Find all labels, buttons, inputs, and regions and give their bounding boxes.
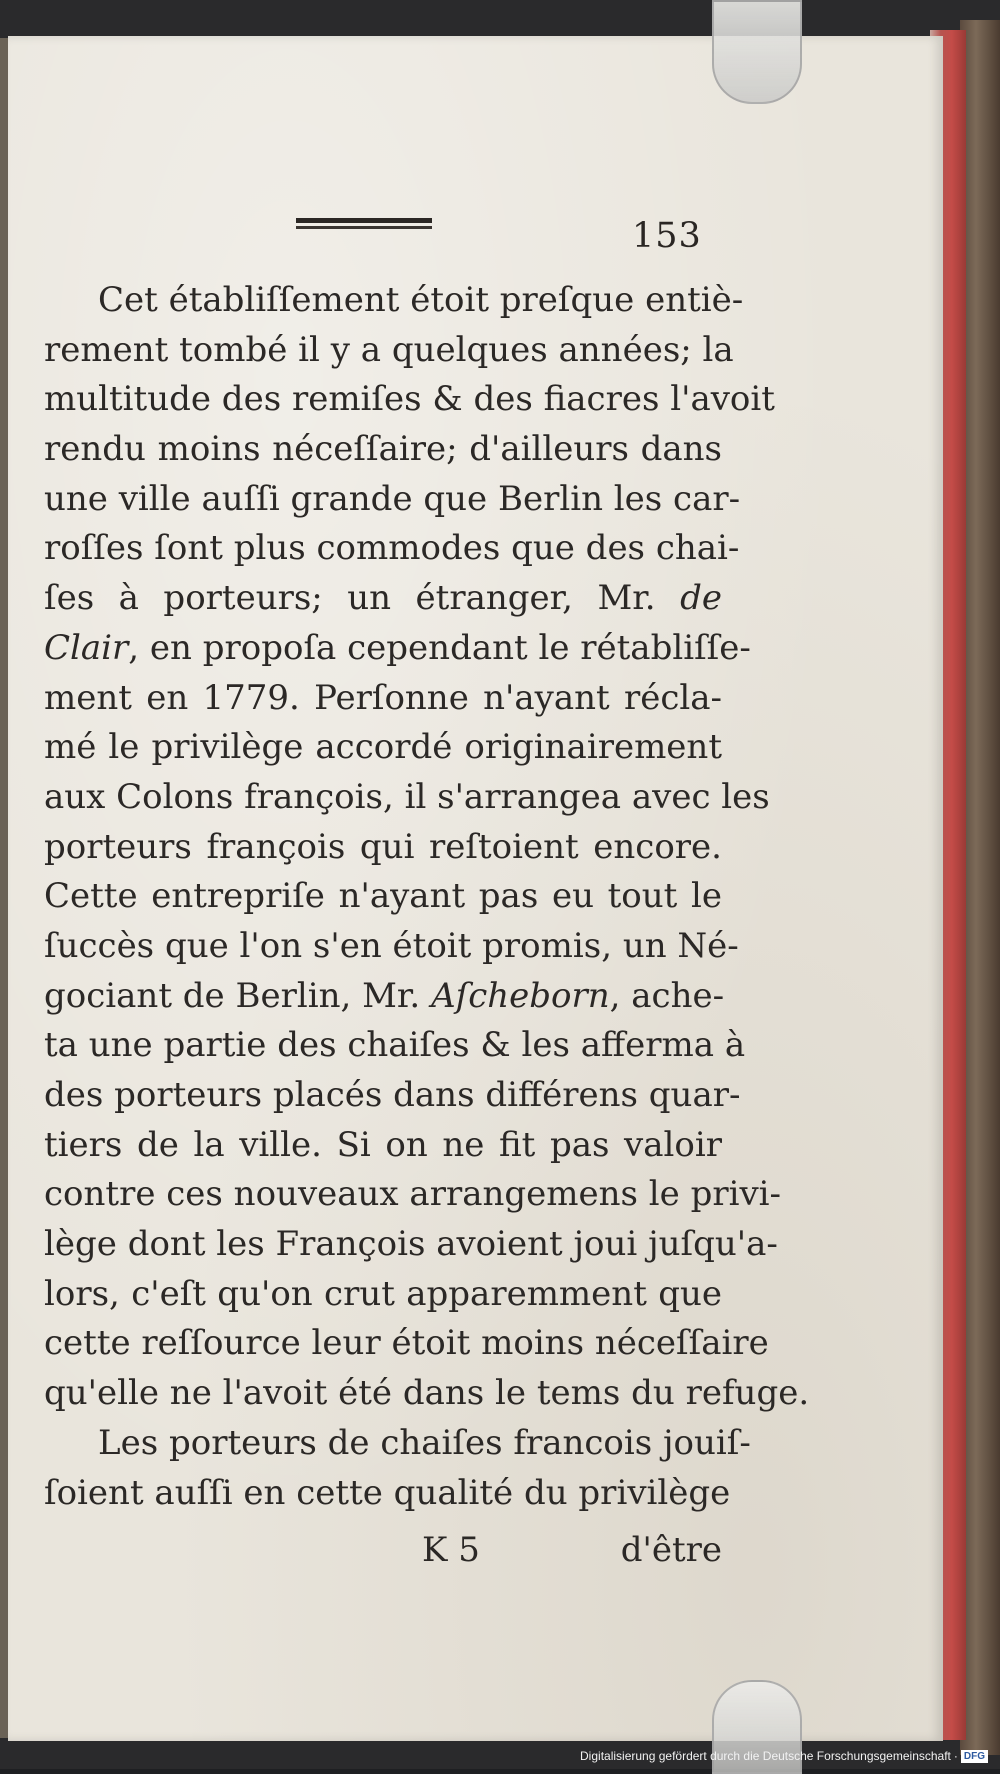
text-line: Cette entrepriſe n'ayant pas eu tout le bbox=[44, 876, 722, 917]
text-line: Clair, en propoſa cependant le rétabliſſe- bbox=[44, 627, 751, 668]
text-line: aux Colons françois, il s'arrangea avec les bbox=[44, 776, 770, 817]
text-line: tiers de la ville. Si on ne fit pas valoir bbox=[44, 1124, 722, 1165]
text-line: multitude des remiſes & des fiacres l'avoit bbox=[44, 379, 775, 420]
book-cover-edge bbox=[960, 20, 1000, 1755]
page-clip-top bbox=[712, 0, 802, 104]
italic-name: Aſcheborn bbox=[431, 975, 610, 1016]
header-rule-thick bbox=[296, 218, 432, 223]
text-line: porteurs françois qui reſtoient encore. bbox=[44, 826, 722, 867]
text-line: cette reſſource leur étoit moins néceſſaire bbox=[44, 1323, 769, 1364]
text-line: Les porteurs de chaiſes francois jouiſ- bbox=[98, 1422, 751, 1463]
italic-name: de bbox=[680, 578, 722, 619]
book-page bbox=[8, 36, 943, 1741]
text-line: mé le privilège accordé originairement bbox=[44, 727, 722, 768]
text-line: ment en 1779. Perſonne n'ayant récla- bbox=[44, 677, 722, 718]
text-line: ſuccès que l'on s'en étoit promis, un Né- bbox=[44, 925, 739, 966]
header-rule bbox=[296, 218, 432, 232]
header-rule-thin bbox=[296, 226, 432, 229]
text-line: ta une partie des chaiſes & les afferma à bbox=[44, 1025, 746, 1066]
text-line: rement tombé il y a quelques années; la bbox=[44, 329, 734, 370]
text-line: Cet établiſſement étoit preſque entiè- bbox=[98, 280, 744, 320]
text-line: ſoient auſſi en cette qualité du privilège bbox=[44, 1472, 731, 1513]
text-line: des porteurs placés dans différens quar- bbox=[44, 1075, 741, 1115]
catchword: d'être bbox=[620, 1530, 722, 1570]
text-line: rendu moins néceſſaire; d'ailleurs dans bbox=[44, 429, 722, 470]
text-line: qu'elle ne l'avoit été dans le tems du refuge. bbox=[44, 1373, 810, 1414]
text-line: lège dont les François avoient joui juſqu'a- bbox=[44, 1224, 778, 1265]
text-line: contre ces nouveaux arrangemens le privi- bbox=[44, 1174, 782, 1215]
text-line: lors, c'eſt qu'on crut apparemment que bbox=[44, 1273, 722, 1314]
italic-name: Clair bbox=[44, 627, 129, 668]
credit-text: Digitalisierung gefördert durch die Deutsche Forschungsgemeinschaft bbox=[580, 1749, 951, 1763]
page-footer bbox=[44, 1530, 722, 1580]
page-number: 153 bbox=[632, 216, 702, 256]
text-line: une ville auſſi grande que Berlin les car- bbox=[44, 478, 741, 519]
dfg-logo-icon: DFG bbox=[961, 1750, 988, 1763]
signature-mark: K 5 bbox=[422, 1530, 480, 1570]
body-text bbox=[44, 276, 810, 1518]
digitization-credit: Digitalisierung gefördert durch die Deutsche Forschungsgemeinschaft · DFG bbox=[580, 1747, 988, 1765]
text-line: roſſes ſont plus commodes que des chai- bbox=[44, 528, 740, 569]
text-line: ſes à porteurs; un étranger, Mr. de bbox=[44, 578, 722, 619]
text-line: gociant de Berlin, Mr. Aſcheborn, ache- bbox=[44, 975, 725, 1016]
